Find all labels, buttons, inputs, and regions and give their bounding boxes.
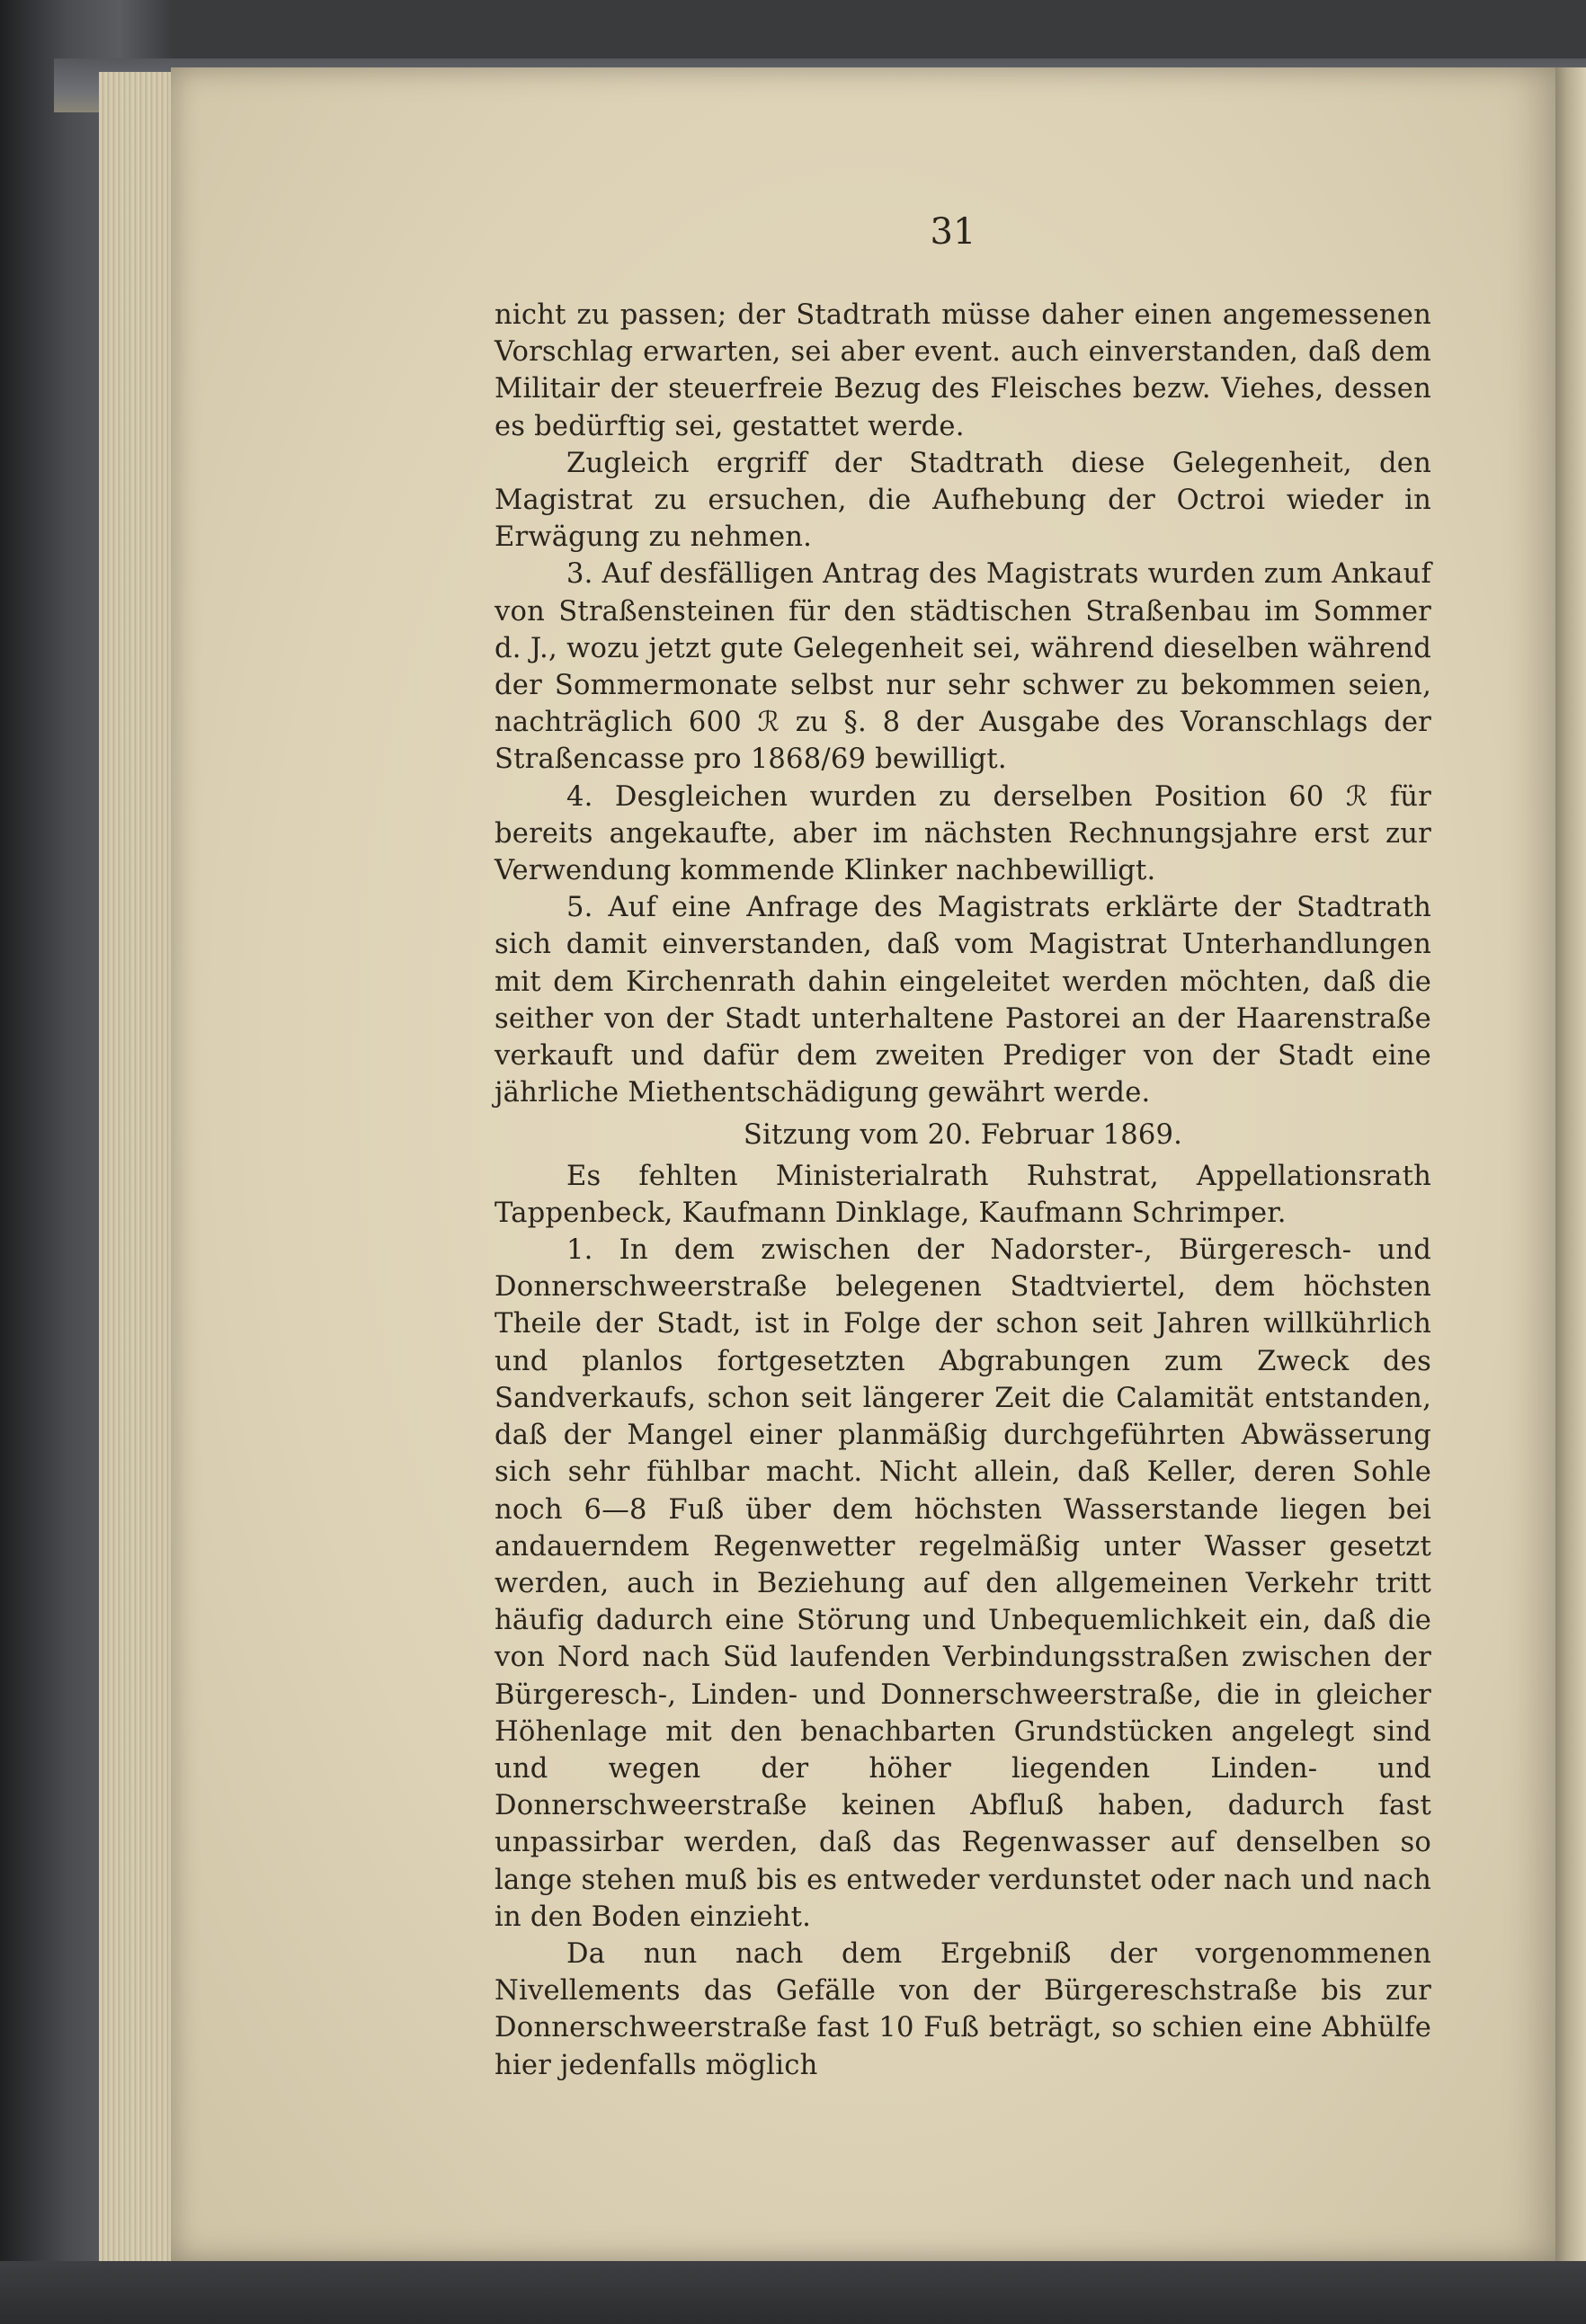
- paragraph-item-1: 1. In dem zwischen der Nadorster-, Bürgeresch- und Donnerschweerstraße belegenen Stadtviertel, dem höchsten Theile der Stadt, ist in Folge der schon seit Jahren willkührlich und planlos fortgesetzten Abgrabungen zum Zweck des Sandverkaufs, schon seit längerer Zeit die Calamität entstanden, daß der Mangel einer planmäßig durchgeführten Abwässerung sich sehr fühlbar macht. Nicht allein, daß Keller, deren Sohle noch 6—8 Fuß über dem höchsten Wasserstande liegen bei andauerndem Regenwetter regelmäßig unter Wasser gesetzt werden, auch in Beziehung auf den allgemeinen Verkehr tritt häufig dadurch eine Störung und Unbequemlichkeit ein, daß die von Nord nach Süd laufenden Verbindungsstraßen zwischen der Bürgeresch-, Linden- und Donnerschweerstraße, die in gleicher Höhenlage mit den benachbarten Grundstücken angelegt sind und wegen der höher liegenden Linden- und Donnerschweerstraße keinen Abfluß haben, dadurch fast unpassirbar werden, daß das Regenwasser auf denselben so lange stehen muß bis es entweder verdunstet oder nach und nach in den Boden einzieht.: [495, 1234, 1431, 1933]
- paragraph-continuation: nicht zu passen; der Stadtrath müsse daher einen angemessenen Vorschlag erwarten, sei aber event. auch einverstanden, daß dem Militair der steuerfreie Bezug des Fleisches bezw. Viehes, dessen es bedürftig sei, gestattet werde.: [495, 299, 1431, 442]
- session-heading: Sitzung vom 20. Februar 1869.: [743, 1119, 1183, 1152]
- paragraph: Da nun nach dem Ergebniß der vorgenommenen Nivellements das Gefälle von der Bürgereschstraße bis zur Donnerschweerstraße fast 10 Fuß beträgt, so schien eine Abhülfe hier jedenfalls möglich: [495, 1937, 1431, 2081]
- page-number: 31: [930, 211, 976, 253]
- adjacent-page-edge: [1555, 67, 1586, 2324]
- book-cover-bottom: [0, 2261, 1586, 2324]
- paragraph-absentees: Es fehlten Ministerialrath Ruhstrat, Appellationsrath Tappenbeck, Kaufmann Dinklage, Kaufmann Schrimper.: [495, 1160, 1431, 1229]
- paragraph-item-5: 5. Auf eine Anfrage des Magistrats erklärte der Stadtrath sich damit einverstanden, daß vom Magistrat Unterhandlungen mit dem Kirchenrath dahin eingeleitet werden möchten, daß die seither von der Stadt unterhaltene Pastorei an der Haarenstraße verkauft und dafür dem zweiten Prediger von der Stadt eine jährliche Miethentschädigung gewährt werde.: [495, 892, 1431, 1109]
- paragraph: Zugleich ergriff der Stadtrath diese Gelegenheit, den Magistrat zu ersuchen, die Aufhebung der Octroi wieder in Erwägung zu nehmen.: [495, 447, 1431, 554]
- body-text: [495, 297, 1431, 2084]
- paragraph-item-3: 3. Auf desfälligen Antrag des Magistrats wurden zum Ankauf von Straßensteinen für den städtischen Straßenbau im Sommer d. J., wozu jetzt gute Gelegenheit sei, während dieselben während der Sommermonate selbst nur sehr schwer zu bekommen seien, nachträglich 600 ℛ zu §. 8 der Ausgabe des Voranschlags der Straßencasse pro 1868/69 bewilligt.: [495, 558, 1431, 776]
- paragraph-item-4: 4. Desgleichen wurden zu derselben Position 60 ℛ für bereits angekaufte, aber im nächsten Rechnungsjahre erst zur Verwendung kommende Klinker nachbewilligt.: [495, 780, 1431, 887]
